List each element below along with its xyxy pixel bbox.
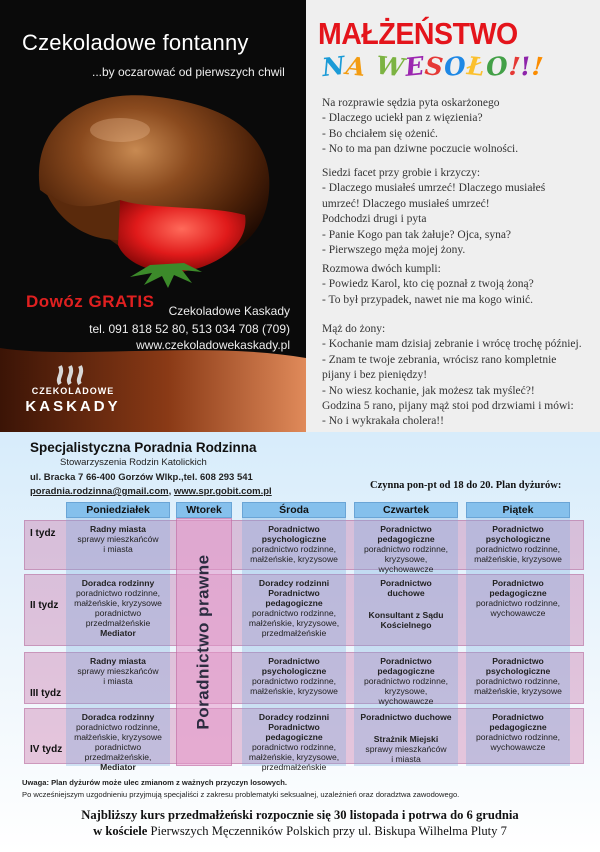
joke-4 xyxy=(322,322,582,430)
cell-line: poradnictwo rodzinne, xyxy=(251,544,337,554)
subtitle-letter: ! xyxy=(518,51,533,82)
course-location xyxy=(0,824,600,839)
schedule-cell xyxy=(66,524,170,554)
kaskady-logo xyxy=(18,362,128,422)
cell-line: sprawy mieszkańców xyxy=(365,744,447,754)
schedule-cell xyxy=(354,656,458,706)
free-delivery-label: Dowóz GRATIS xyxy=(26,292,155,311)
clinic-links: poradnia.rodzinna@gmail.com, www.spr.gobit.com.pl xyxy=(30,486,272,497)
joke-line: - Powiedz Karol, kto cię poznał z twoją żoną? xyxy=(322,278,534,291)
joke-1 xyxy=(322,96,518,158)
cell-title: Poradnictwo duchowe xyxy=(380,578,432,598)
cell-line: poradnictwo rodzinne, xyxy=(251,676,337,686)
subtitle-letter: O xyxy=(442,50,468,83)
cell-line: przedmałżeńskie xyxy=(261,628,327,638)
cell-line: poradnictwo xyxy=(94,742,142,752)
schedule-cell xyxy=(354,578,458,630)
schedule-cell xyxy=(242,656,346,696)
schedule-cell xyxy=(242,524,346,564)
cell-line: poradnictwo rodzinne, xyxy=(251,742,337,752)
ad-title: Czekoladowe fontanny xyxy=(22,30,249,55)
cell-line: poradnictwo xyxy=(94,608,142,618)
cell-line: sprawy mieszkańców xyxy=(77,534,159,544)
clinic-section xyxy=(0,432,600,852)
cell-title: Radny miasta xyxy=(90,656,146,666)
course-location-rest: Pierwszych Męczenników Polskich przy ul. Biskupa Wilhelma Pluty 7 xyxy=(147,824,507,838)
cell-title: Poradnictwo pedagogiczne xyxy=(489,578,547,598)
cell-line: poradnictwo rodzinne, xyxy=(75,588,161,598)
cell-line: małżeńskie, kryzysowe, xyxy=(248,752,340,762)
schedule-cell xyxy=(242,578,346,638)
cell-line: poradnictwo rodzinne, xyxy=(363,676,449,686)
joke-3 xyxy=(322,262,534,308)
cell-line: poradnictwo rodzinne, xyxy=(363,544,449,554)
joke-line: Siedzi facet przy grobie i krzyczy: xyxy=(322,167,481,179)
cell-title: Poradnictwo duchowe xyxy=(360,712,452,722)
cell-title: Doradcy rodzinni Poradnictwo pedagogiczne xyxy=(258,578,330,608)
joke-line: - Kochanie mam dzisiaj zebranie i wrócę trochę później. xyxy=(322,338,582,351)
course-announcement: Najbliższy kurs przedmałżeński rozpocznie się 30 listopada i potrwa do 6 grudnia xyxy=(81,808,519,822)
joke-line: - To był przypadek, nawet nie ma kogo winić. xyxy=(322,293,534,306)
cell-line: sprawy mieszkańców xyxy=(77,666,159,676)
schedule-cell xyxy=(466,712,570,752)
cell-title: Poradnictwo pedagogiczne xyxy=(489,712,547,732)
cell-line: i miasta xyxy=(103,544,133,554)
cell-footer: Strażnik Miejski xyxy=(373,734,439,744)
jokes-title: MAŁŻEŃSTWO xyxy=(318,16,518,51)
cell-title: Doradcy rodzinni Poradnictwo pedagogiczne xyxy=(258,712,330,742)
joke-line: - Znam te twoje zebrania, wrócisz rano kompletnie xyxy=(322,353,557,366)
cell-title: Radny miasta xyxy=(90,524,146,534)
ad-website-link[interactable]: www.czekoladowekaskady.pl xyxy=(136,338,290,352)
cell-footer: Mediator xyxy=(100,628,136,638)
clinic-address: ul. Bracka 7 66-400 Gorzów Wlkp.,tel. 608 293 541 xyxy=(30,472,253,483)
week-label: IV tydz xyxy=(30,744,63,755)
cell-line: poradnictwo rodzinne, xyxy=(475,732,561,742)
duty-schedule xyxy=(0,432,600,852)
subtitle-letter: W xyxy=(374,50,406,83)
joke-line: - No i wykrakała cholera!! xyxy=(322,415,444,428)
course-location-bold: w kościele xyxy=(93,824,148,838)
subtitle-letter: E xyxy=(403,51,426,82)
cell-line: wychowawcze xyxy=(378,564,434,574)
day-header-thursday: Czwartek xyxy=(354,502,458,518)
week-label: II tydz xyxy=(30,600,59,611)
week-label: III tydz xyxy=(30,688,62,699)
cell-line: kryzysowe, xyxy=(384,686,428,696)
subtitle-letter: ! xyxy=(530,51,545,82)
cell-line: wychowawcze xyxy=(490,608,546,618)
logo-line1: CZEKOLADOWE xyxy=(31,386,115,396)
subtitle-letter: ! xyxy=(507,51,521,82)
cell-line: poradnictwo rodzinne, xyxy=(475,598,561,608)
day-header-monday: Poniedziałek xyxy=(66,502,170,518)
clinic-website-link[interactable]: www.spr.gobit.com.pl xyxy=(173,486,272,497)
cell-line: przedmałżeńskie xyxy=(261,762,327,772)
logo-line2: KASKADY xyxy=(25,398,121,415)
kaskady-logo-icon xyxy=(18,362,128,386)
cell-line: małżeńskie, kryzysowe xyxy=(250,686,338,696)
clinic-email-link[interactable]: poradnia.rodzinna@gmail.com xyxy=(30,486,169,497)
cell-line: poradnictwo rodzinne, xyxy=(475,544,561,554)
cell-title: Poradnictwo psychologiczne xyxy=(485,524,551,544)
day-header-tuesday: Wtorek xyxy=(176,502,232,518)
cell-line: przedmałżeńskie, xyxy=(84,752,152,762)
joke-line: Rozmowa dwóch kumpli: xyxy=(322,263,441,275)
subtitle-letter: S xyxy=(423,51,445,82)
joke-line: - Bo chciałem się ożenić. xyxy=(322,127,438,140)
cell-footer: Mediator xyxy=(100,762,136,772)
joke-line: - Pierwszego męża mojej żony. xyxy=(322,244,466,257)
subtitle-letter: O xyxy=(484,50,509,83)
joke-line: umrzeć! Dlaczego musiałeś umrzeć! xyxy=(322,197,490,210)
jokes-section xyxy=(306,0,600,432)
joke-line: Na rozprawie sędzia pyta oskarżonego xyxy=(322,97,500,109)
cell-line: małżeńskie, kryzysowe, xyxy=(248,618,340,628)
cell-line: wychowawcze xyxy=(490,742,546,752)
joke-line: - No to ma pan dziwne poczucie wolności. xyxy=(322,143,519,156)
joke-line: - Dlaczego musiałeś umrzeć! Dlaczego musiałeś xyxy=(322,182,546,195)
schedule-cell xyxy=(466,656,570,696)
schedule-cell xyxy=(66,656,170,686)
cell-line: małżeńskie, kryzysowe xyxy=(74,598,162,608)
cell-line: i miasta xyxy=(391,754,421,764)
day-header-wednesday: Środa xyxy=(242,502,346,518)
cell-line: małżeńskie, kryzysowe xyxy=(250,554,338,564)
cell-line: poradnictwo rodzinne, xyxy=(251,608,337,618)
cell-line: poradnictwo rodzinne, xyxy=(475,676,561,686)
joke-2 xyxy=(322,166,545,258)
chocolate-fountain-ad xyxy=(0,0,306,432)
cell-title: Doradca rodzinny xyxy=(81,578,155,588)
legal-advice-label: Poradnictwo prawne xyxy=(194,554,213,730)
cell-line: przedmałżeńskie xyxy=(85,618,151,628)
joke-line: - No wiesz kochanie, jak możesz tak myśleć?! xyxy=(322,384,535,397)
clinic-association: Stowarzyszenia Rodzin Katolickich xyxy=(60,457,207,468)
ad-subtitle: ...by oczarować od pierwszych chwil xyxy=(92,65,285,79)
cell-title: Poradnictwo psychologiczne xyxy=(485,656,551,676)
cell-line: kryzysowe, xyxy=(384,554,428,564)
cell-title: Doradca rodzinny xyxy=(81,712,155,722)
ad-company-name: Czekoladowe Kaskady xyxy=(168,304,290,318)
jokes-subtitle xyxy=(322,52,544,81)
cell-line: wychowawcze xyxy=(378,696,434,706)
clinic-hours: Czynna pon-pt od 18 do 20. Plan dyżurów: xyxy=(370,480,562,491)
legal-advice-vertical xyxy=(176,518,232,766)
day-header-friday: Piątek xyxy=(466,502,570,518)
subtitle-letter: N xyxy=(320,50,347,83)
joke-line: pijany i bez pieniędzy! xyxy=(322,369,428,382)
cell-title: Poradnictwo pedagogiczne xyxy=(377,656,435,676)
cell-footer: Konsultant z Sądu Kościelnego xyxy=(368,610,444,630)
schedule-cell xyxy=(354,712,458,764)
cell-title: Poradnictwo psychologiczne xyxy=(261,524,327,544)
joke-line: - Panie Kogo pan tak żałuje? Ojca, syna? xyxy=(322,228,512,241)
specialists-note: Po wcześniejszym uzgodnieniu przyjmują specjaliści z zakresu problematyki seksualnej, uzależnień oraz doradztwa zawodowego. xyxy=(22,790,460,799)
cell-line: małżeńskie, kryzysowe xyxy=(74,732,162,742)
clinic-name: Specjalistyczna Poradnia Rodzinna xyxy=(30,440,257,455)
week-label: I tydz xyxy=(30,528,56,539)
schedule-cell xyxy=(466,578,570,618)
cell-title: Poradnictwo pedagogiczne xyxy=(377,524,435,544)
cell-title: Poradnictwo psychologiczne xyxy=(261,656,327,676)
joke-line: - Dlaczego uciekł pan z więzienia? xyxy=(322,112,483,125)
schedule-cell xyxy=(66,578,170,638)
schedule-cell xyxy=(466,524,570,564)
cell-line: poradnictwo rodzinne, xyxy=(75,722,161,732)
joke-line: Godzina 5 rano, pijany mąż stoi pod drzwiami i mówi: xyxy=(322,400,574,413)
schedule-cell xyxy=(66,712,170,772)
schedule-cell xyxy=(354,524,458,574)
cell-line: i miasta xyxy=(103,676,133,686)
ad-phone: tel. 091 818 52 80, 513 034 708 (709) xyxy=(89,322,290,336)
subtitle-letter: Ł xyxy=(465,51,487,82)
schedule-note: Uwaga: Plan dyżurów może ulec zmianom z ważnych przyczyn losowych. xyxy=(22,778,287,787)
cell-line: małżeńskie, kryzysowe xyxy=(474,554,562,564)
subtitle-letter: A xyxy=(344,51,367,82)
cell-line: małżeńskie, kryzysowe xyxy=(474,686,562,696)
joke-line: Podchodzi drugi i pyta xyxy=(322,213,427,226)
joke-line: Mąż do żony: xyxy=(322,323,386,335)
schedule-cell xyxy=(242,712,346,772)
